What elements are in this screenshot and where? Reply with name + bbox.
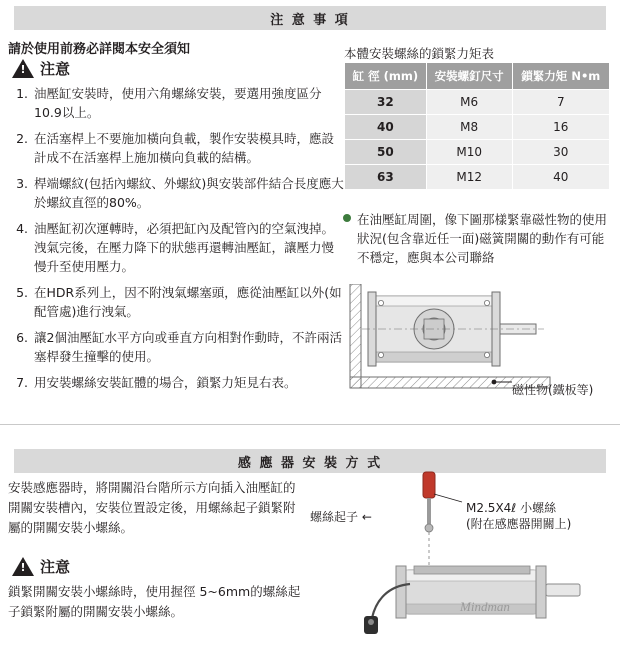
warning-heading-top bbox=[12, 58, 70, 79]
table-row bbox=[345, 90, 610, 115]
warning-triangle-icon bbox=[12, 557, 34, 576]
cell-bore: 50 bbox=[345, 140, 427, 165]
cell-bore: 63 bbox=[345, 165, 427, 190]
cylinder-diagram-svg bbox=[344, 284, 612, 394]
list-item: 6. 讓2個油壓缸水平方向或垂直方向相對作動時，不許兩活塞桿發生撞擊的使用。 bbox=[32, 328, 344, 366]
column-header-torque: 鎖緊力矩 N•m bbox=[512, 63, 609, 90]
list-item: 2. 在活塞桿上不要施加橫向負載，製作安裝模具時，應設計成不在活塞桿上施加橫向負載的結構。 bbox=[32, 129, 344, 167]
warning-triangle-icon bbox=[12, 59, 34, 78]
cylinder-magnet-diagram bbox=[344, 284, 612, 394]
column-header-screw-size: 安裝螺釘尺寸 bbox=[426, 63, 512, 90]
sensor-section-title: 感 應 器 安 裝 方 式 bbox=[237, 455, 383, 471]
cell-torque: 7 bbox=[512, 90, 609, 115]
cell-screw-size: M12 bbox=[426, 165, 512, 190]
cell-screw-size: M10 bbox=[426, 140, 512, 165]
notice-section-title: 注 意 事 項 bbox=[270, 12, 350, 28]
table-row bbox=[345, 115, 610, 140]
table-row bbox=[345, 165, 610, 190]
svg-text:Mindman: Mindman bbox=[460, 599, 510, 614]
bullet-dot-icon bbox=[343, 214, 351, 222]
warning-heading-bottom bbox=[12, 556, 70, 577]
sensor-diagram-svg bbox=[310, 466, 616, 636]
table-row bbox=[345, 140, 610, 165]
page-headline: 請於使用前務必詳閱本安全須知 bbox=[8, 42, 191, 57]
list-item: 4. 油壓缸初次運轉時，必須把缸內及配管內的空氣洩掉。洩氣完後，在壓力降下的狀態再還轉油壓缸，讓壓力慢慢升至使用壓力。 bbox=[32, 219, 344, 276]
safety-notes-list bbox=[8, 84, 344, 399]
screw-spec-line1: M2.5X4ℓ 小螺絲 bbox=[466, 501, 557, 515]
list-item: 3. 桿端螺紋(包括內螺紋、外螺紋)與安裝部件結合長度應大於螺紋直徑的80%。 bbox=[32, 174, 344, 212]
cell-torque: 30 bbox=[512, 140, 609, 165]
section-divider bbox=[0, 424, 620, 425]
cell-bore: 32 bbox=[345, 90, 427, 115]
list-item: 5. 在HDR系列上，因不附洩氣螺塞頭，應從油壓缸以外(如配管處)進行洩氣。 bbox=[32, 283, 344, 321]
sensor-install-diagram bbox=[310, 466, 616, 636]
sensor-install-paragraph: 安裝感應器時，將開關沿台階所示方向插入油壓缸的開關安裝槽內，安裝位置設定後，用螺絲起子鎖緊附屬的開關安裝小螺絲。 bbox=[8, 480, 296, 535]
warning-label-bottom: 注意 bbox=[40, 558, 71, 576]
torque-table bbox=[344, 62, 610, 190]
cell-torque: 40 bbox=[512, 165, 609, 190]
cell-bore: 40 bbox=[345, 115, 427, 140]
screw-spec-label bbox=[466, 500, 571, 532]
torque-table-title: 本體安裝螺絲的鎖緊力矩表 bbox=[344, 46, 495, 61]
cell-screw-size: M6 bbox=[426, 90, 512, 115]
screw-spec-line2: (附在感應器開關上) bbox=[466, 517, 572, 531]
table-header-row bbox=[345, 63, 610, 90]
list-item: 7. 用安裝螺絲安裝缸體的場合，鎖緊力矩見右表。 bbox=[32, 373, 344, 392]
list-item: 1. 油壓缸安裝時，使用六角螺絲安裝，要選用強度區分10.9以上。 bbox=[32, 84, 344, 122]
cell-torque: 16 bbox=[512, 115, 609, 140]
notice-section-bar bbox=[0, 6, 620, 30]
screwdriver-label: 螺絲起子 ← bbox=[310, 510, 372, 524]
sensor-screw-paragraph: 鎖緊開關安裝小螺絲時，使用握徑 5~6mm的螺絲起子鎖緊附屬的開關安裝小螺絲。 bbox=[8, 584, 301, 619]
warning-label-top: 注意 bbox=[40, 60, 71, 78]
cell-screw-size: M8 bbox=[426, 115, 512, 140]
magnet-warning-note bbox=[344, 210, 612, 267]
magnet-warning-text: 在油壓缸周圍，像下圖那樣緊靠磁性物的使用狀況(包含靠近任一面)磁簧開關的動作有可能不穩定，應與本公司聯絡 bbox=[357, 212, 608, 265]
column-header-bore: 缸 徑 (mm) bbox=[345, 63, 427, 90]
magnet-material-label: 磁性物(鐵板等) bbox=[512, 383, 594, 397]
